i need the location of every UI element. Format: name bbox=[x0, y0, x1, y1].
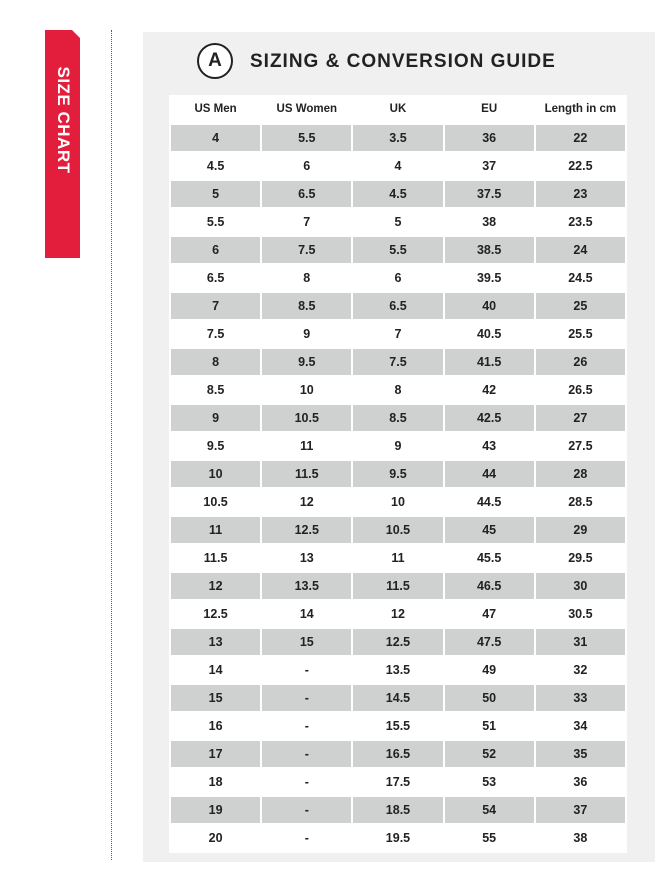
cell-us-women: 9.5 bbox=[261, 348, 352, 376]
table-row bbox=[170, 348, 626, 376]
table-row bbox=[170, 796, 626, 824]
table-row bbox=[170, 600, 626, 628]
cell-uk: 16.5 bbox=[352, 740, 443, 768]
cell-uk: 15.5 bbox=[352, 712, 443, 740]
cell-length-cm: 26 bbox=[535, 348, 626, 376]
cell-us-men: 5.5 bbox=[170, 208, 261, 236]
header-us-men: US Men bbox=[194, 103, 237, 115]
size-table-container bbox=[169, 95, 627, 853]
cell-us-women: 13 bbox=[261, 544, 352, 572]
cell-uk: 10.5 bbox=[352, 516, 443, 544]
header-uk: UK bbox=[389, 103, 407, 115]
cell-us-men: 19 bbox=[170, 796, 261, 824]
cell-eu: 51 bbox=[444, 712, 535, 740]
cell-eu: 41.5 bbox=[444, 348, 535, 376]
cell-eu: 50 bbox=[444, 684, 535, 712]
cell-us-women: 12 bbox=[261, 488, 352, 516]
table-row bbox=[170, 712, 626, 740]
cell-uk: 5 bbox=[352, 208, 443, 236]
cell-us-men: 7.5 bbox=[170, 320, 261, 348]
cell-us-women: 8.5 bbox=[261, 292, 352, 320]
cell-us-women: - bbox=[261, 824, 352, 852]
cell-eu: 54 bbox=[444, 796, 535, 824]
cell-eu: 37 bbox=[444, 152, 535, 180]
cell-length-cm: 37 bbox=[535, 796, 626, 824]
table-row bbox=[170, 124, 626, 152]
cell-us-men: 12 bbox=[170, 572, 261, 600]
table-row bbox=[170, 152, 626, 180]
cell-us-women: 7.5 bbox=[261, 236, 352, 264]
cell-eu: 43 bbox=[444, 432, 535, 460]
cell-eu: 45 bbox=[444, 516, 535, 544]
cell-eu: 52 bbox=[444, 740, 535, 768]
cell-uk: 8 bbox=[352, 376, 443, 404]
cell-eu: 40.5 bbox=[444, 320, 535, 348]
cell-eu: 38.5 bbox=[444, 236, 535, 264]
cell-us-women: 12.5 bbox=[261, 516, 352, 544]
table-row bbox=[170, 824, 626, 852]
cell-uk: 12 bbox=[352, 600, 443, 628]
table-body bbox=[170, 124, 626, 852]
cell-eu: 38 bbox=[444, 208, 535, 236]
cell-length-cm: 36 bbox=[535, 768, 626, 796]
cell-us-women: 9 bbox=[261, 320, 352, 348]
table-row bbox=[170, 180, 626, 208]
cell-length-cm: 25.5 bbox=[535, 320, 626, 348]
size-chart-tab bbox=[45, 30, 80, 258]
header-eu: EU bbox=[481, 103, 498, 115]
table-row bbox=[170, 488, 626, 516]
cell-us-men: 9 bbox=[170, 404, 261, 432]
cell-eu: 42 bbox=[444, 376, 535, 404]
table-row bbox=[170, 432, 626, 460]
table-row bbox=[170, 236, 626, 264]
cell-length-cm: 27 bbox=[535, 404, 626, 432]
cell-us-women: - bbox=[261, 656, 352, 684]
cell-length-cm: 28.5 bbox=[535, 488, 626, 516]
cell-length-cm: 34 bbox=[535, 712, 626, 740]
cell-us-men: 16 bbox=[170, 712, 261, 740]
cell-us-women: 7 bbox=[261, 208, 352, 236]
cell-eu: 47 bbox=[444, 600, 535, 628]
table-row bbox=[170, 404, 626, 432]
table-row bbox=[170, 292, 626, 320]
cell-eu: 37.5 bbox=[444, 180, 535, 208]
cell-eu: 45.5 bbox=[444, 544, 535, 572]
cell-length-cm: 24.5 bbox=[535, 264, 626, 292]
cell-uk: 18.5 bbox=[352, 796, 443, 824]
cell-us-women: 5.5 bbox=[261, 124, 352, 152]
cell-us-men: 14 bbox=[170, 656, 261, 684]
table-row bbox=[170, 740, 626, 768]
cell-us-men: 8 bbox=[170, 348, 261, 376]
cell-us-men: 17 bbox=[170, 740, 261, 768]
page-title: SIZING & CONVERSION GUIDE bbox=[250, 51, 556, 72]
cell-length-cm: 33 bbox=[535, 684, 626, 712]
cell-us-men: 12.5 bbox=[170, 600, 261, 628]
cell-eu: 36 bbox=[444, 124, 535, 152]
cell-length-cm: 29 bbox=[535, 516, 626, 544]
table-row bbox=[170, 320, 626, 348]
table-row bbox=[170, 544, 626, 572]
table-row bbox=[170, 516, 626, 544]
cell-us-women: 10 bbox=[261, 376, 352, 404]
cell-uk: 9.5 bbox=[352, 460, 443, 488]
cell-length-cm: 22 bbox=[535, 124, 626, 152]
cell-us-men: 10.5 bbox=[170, 488, 261, 516]
table-row bbox=[170, 572, 626, 600]
table-row bbox=[170, 264, 626, 292]
cell-length-cm: 26.5 bbox=[535, 376, 626, 404]
cell-uk: 8.5 bbox=[352, 404, 443, 432]
cell-eu: 53 bbox=[444, 768, 535, 796]
cell-length-cm: 24 bbox=[535, 236, 626, 264]
size-chart-label: SIZE CHART bbox=[53, 66, 73, 174]
cell-us-men: 13 bbox=[170, 628, 261, 656]
cell-us-men: 18 bbox=[170, 768, 261, 796]
cell-us-men: 10 bbox=[170, 460, 261, 488]
cell-us-women: - bbox=[261, 684, 352, 712]
cell-uk: 11.5 bbox=[352, 572, 443, 600]
table-header-row bbox=[170, 95, 626, 124]
cell-us-men: 20 bbox=[170, 824, 261, 852]
cell-uk: 6 bbox=[352, 264, 443, 292]
cell-uk: 19.5 bbox=[352, 824, 443, 852]
cell-us-men: 7 bbox=[170, 292, 261, 320]
cell-length-cm: 35 bbox=[535, 740, 626, 768]
cell-uk: 5.5 bbox=[352, 236, 443, 264]
dotted-divider bbox=[111, 30, 112, 860]
cell-us-women: 6 bbox=[261, 152, 352, 180]
size-table bbox=[169, 95, 627, 853]
cell-uk: 12.5 bbox=[352, 628, 443, 656]
cell-length-cm: 30.5 bbox=[535, 600, 626, 628]
cell-length-cm: 27.5 bbox=[535, 432, 626, 460]
cell-eu: 42.5 bbox=[444, 404, 535, 432]
cell-uk: 10 bbox=[352, 488, 443, 516]
cell-eu: 49 bbox=[444, 656, 535, 684]
table-row bbox=[170, 684, 626, 712]
table-row bbox=[170, 628, 626, 656]
cell-us-women: 15 bbox=[261, 628, 352, 656]
cell-us-men: 6 bbox=[170, 236, 261, 264]
header-us-women: US Women bbox=[276, 103, 338, 115]
cell-eu: 47.5 bbox=[444, 628, 535, 656]
cell-length-cm: 23 bbox=[535, 180, 626, 208]
cell-eu: 44 bbox=[444, 460, 535, 488]
cell-length-cm: 30 bbox=[535, 572, 626, 600]
header-length-cm: Length in cm bbox=[544, 103, 617, 115]
table-row bbox=[170, 768, 626, 796]
table-row bbox=[170, 208, 626, 236]
cell-us-women: - bbox=[261, 712, 352, 740]
cell-uk: 7 bbox=[352, 320, 443, 348]
cell-us-women: 14 bbox=[261, 600, 352, 628]
cell-uk: 14.5 bbox=[352, 684, 443, 712]
cell-length-cm: 38 bbox=[535, 824, 626, 852]
cell-us-women: - bbox=[261, 796, 352, 824]
cell-eu: 40 bbox=[444, 292, 535, 320]
table-row bbox=[170, 656, 626, 684]
cell-length-cm: 28 bbox=[535, 460, 626, 488]
cell-us-men: 8.5 bbox=[170, 376, 261, 404]
cell-us-women: 10.5 bbox=[261, 404, 352, 432]
cell-eu: 55 bbox=[444, 824, 535, 852]
cell-us-men: 11 bbox=[170, 516, 261, 544]
cell-us-men: 4.5 bbox=[170, 152, 261, 180]
cell-length-cm: 31 bbox=[535, 628, 626, 656]
tab-corner-cut bbox=[72, 30, 80, 38]
cell-us-men: 6.5 bbox=[170, 264, 261, 292]
cell-eu: 46.5 bbox=[444, 572, 535, 600]
cell-us-women: 13.5 bbox=[261, 572, 352, 600]
cell-length-cm: 23.5 bbox=[535, 208, 626, 236]
cell-us-men: 5 bbox=[170, 180, 261, 208]
cell-us-women: - bbox=[261, 768, 352, 796]
cell-us-women: - bbox=[261, 740, 352, 768]
cell-uk: 4 bbox=[352, 152, 443, 180]
cell-uk: 13.5 bbox=[352, 656, 443, 684]
cell-us-men: 4 bbox=[170, 124, 261, 152]
cell-length-cm: 32 bbox=[535, 656, 626, 684]
cell-uk: 17.5 bbox=[352, 768, 443, 796]
section-badge: A bbox=[197, 43, 233, 79]
cell-us-women: 11 bbox=[261, 432, 352, 460]
cell-uk: 4.5 bbox=[352, 180, 443, 208]
cell-uk: 7.5 bbox=[352, 348, 443, 376]
cell-eu: 39.5 bbox=[444, 264, 535, 292]
cell-uk: 3.5 bbox=[352, 124, 443, 152]
cell-uk: 6.5 bbox=[352, 292, 443, 320]
cell-eu: 44.5 bbox=[444, 488, 535, 516]
cell-us-women: 8 bbox=[261, 264, 352, 292]
cell-us-men: 15 bbox=[170, 684, 261, 712]
table-row bbox=[170, 376, 626, 404]
cell-us-men: 9.5 bbox=[170, 432, 261, 460]
cell-us-women: 11.5 bbox=[261, 460, 352, 488]
cell-uk: 11 bbox=[352, 544, 443, 572]
cell-length-cm: 25 bbox=[535, 292, 626, 320]
cell-uk: 9 bbox=[352, 432, 443, 460]
cell-us-men: 11.5 bbox=[170, 544, 261, 572]
cell-us-women: 6.5 bbox=[261, 180, 352, 208]
cell-length-cm: 22.5 bbox=[535, 152, 626, 180]
cell-length-cm: 29.5 bbox=[535, 544, 626, 572]
table-row bbox=[170, 460, 626, 488]
